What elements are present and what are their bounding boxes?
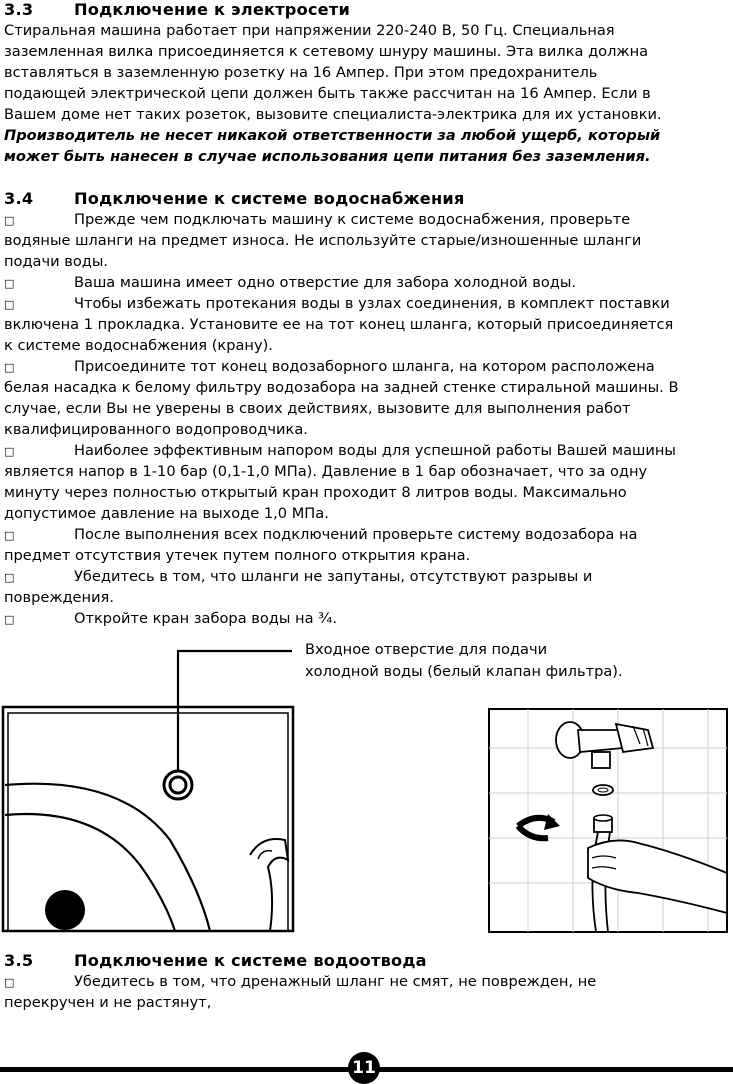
list-item: □ Чтобы избежать протекания воды в узлах соединения, в комплект поставки bbox=[4, 295, 670, 312]
list-item-cont: водяные шланги на предмет износа. Не используйте старые/изношенные шланги bbox=[4, 232, 642, 249]
checkbox-bullet-icon: □ bbox=[4, 298, 15, 311]
section-3-3-text: подающей электрической цепи должен быть также рассчитан на 16 Ампер. Если в bbox=[4, 85, 651, 102]
checkbox-bullet-icon: □ bbox=[4, 529, 15, 542]
checkbox-bullet-icon: □ bbox=[4, 361, 15, 374]
section-3-3-text: вставляться в заземленную розетку на 16 Ампер. При этом предохранитель bbox=[4, 64, 598, 81]
list-item: □ Прежде чем подключать машину к системе водоснабжения, проверьте bbox=[4, 211, 631, 228]
checkbox-bullet-icon: □ bbox=[4, 277, 15, 290]
list-item-cont: случае, если Вы не уверены в своих действиях, вызовите для выполнения работ bbox=[4, 400, 631, 417]
list-item: □ Убедитесь в том, что шланги не запутаны, отсутствуют разрывы и bbox=[4, 568, 593, 585]
checkbox-bullet-icon: □ bbox=[4, 214, 15, 227]
section-3-3-text: заземленная вилка присоединяется к сетевому шнуру машины. Эта вилка должна bbox=[4, 43, 649, 60]
checkbox-bullet-icon: □ bbox=[4, 976, 15, 989]
section-3-4-heading: 3.4 Подключение к системе водоснабжения bbox=[4, 189, 465, 208]
list-item-cont: подачи воды. bbox=[4, 253, 109, 270]
list-item-cont: перекручен и не растянут, bbox=[4, 994, 212, 1011]
list-item-cont: квалифицированного водопроводчика. bbox=[4, 421, 308, 438]
section-3-3-text: Стиральная машина работает при напряжении 220-240 В, 50 Гц. Специальная bbox=[4, 22, 615, 39]
list-item-cont: включена 1 прокладка. Установите ее на тот конец шланга, который присоединяется bbox=[4, 316, 674, 333]
warning-text: Производитель не несет никакой ответственности за любой ущерб, который bbox=[4, 127, 661, 144]
checkbox-bullet-icon: □ bbox=[4, 571, 15, 584]
list-item-cont: является напор в 1-10 бар (0,1-1,0 МПа). Давление в 1 бар обозначает, что за одну bbox=[4, 463, 648, 480]
figure-caption: холодной воды (белый клапан фильтра). bbox=[305, 663, 623, 680]
washing-machine-back-illustration bbox=[0, 645, 305, 935]
list-item: □ Наиболее эффективным напором воды для успешной работы Вашей машины bbox=[4, 442, 676, 459]
tap-hose-connection-illustration bbox=[488, 708, 728, 933]
checkbox-bullet-icon: □ bbox=[4, 613, 15, 626]
list-item-cont: белая насадка к белому фильтру водозабора на задней стенке стиральной машины. В bbox=[4, 379, 679, 396]
list-item: □ Ваша машина имеет одно отверстие для забора холодной воды. bbox=[4, 274, 577, 291]
checkbox-bullet-icon: □ bbox=[4, 445, 15, 458]
list-item-cont: к системе водоснабжения (крану). bbox=[4, 337, 273, 354]
list-item-cont: предмет отсутствия утечек путем полного открытия крана. bbox=[4, 547, 471, 564]
list-item-cont: повреждения. bbox=[4, 589, 114, 606]
section-3-5-heading: 3.5 Подключение к системе водоотвода bbox=[4, 951, 427, 970]
warning-text: может быть нанесен в случае использования цепи питания без заземления. bbox=[4, 148, 651, 165]
section-3-3-heading: 3.3 Подключение к электросети bbox=[4, 0, 350, 19]
list-item: □ Присоедините тот конец водозаборного шланга, на котором расположена bbox=[4, 358, 655, 375]
list-item-cont: минуту через полностью открытый кран проходит 8 литров воды. Максимально bbox=[4, 484, 627, 501]
list-item: □ Убедитесь в том, что дренажный шланг не смят, не поврежден, не bbox=[4, 973, 597, 990]
list-item-cont: допустимое давление на выходе 1,0 МПа. bbox=[4, 505, 329, 522]
list-item: □ После выполнения всех подключений проверьте систему водозабора на bbox=[4, 526, 638, 543]
page-number: 11 bbox=[348, 1052, 380, 1084]
list-item: □ Откройте кран забора воды на ¾. bbox=[4, 610, 337, 627]
section-3-3-text: Вашем доме нет таких розеток, вызовите специалиста-электрика для их установки. bbox=[4, 106, 662, 123]
figure-caption: Входное отверстие для подачи bbox=[305, 641, 548, 658]
